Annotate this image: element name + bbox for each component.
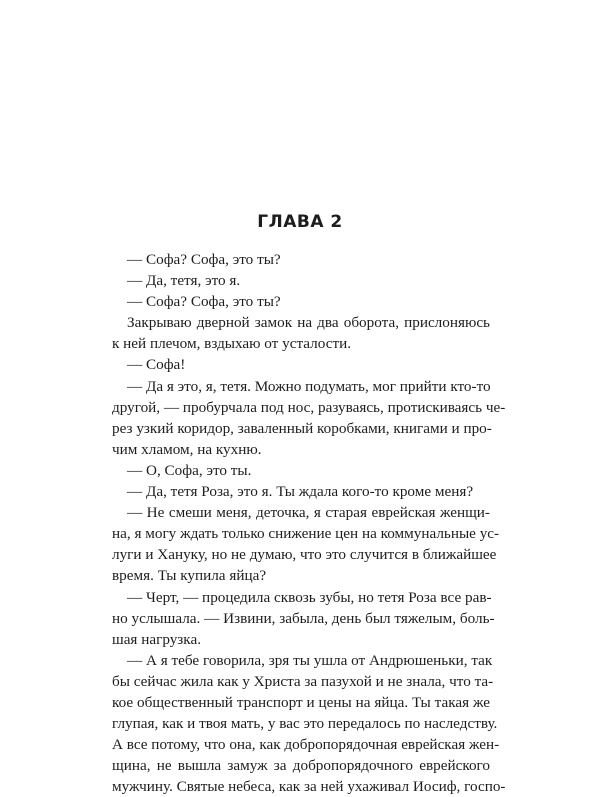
text-line: — О, Софа, это ты. <box>127 461 252 479</box>
text-line: — Не смеши меня, деточка, я старая еврейская женщи- <box>127 504 490 522</box>
text-line: мужчину. Святые небеса, как за ней ухаживал Иосиф, госпо- <box>112 778 506 796</box>
text-line: щина, не вышла замуж за добропорядочного еврейского <box>112 757 490 775</box>
text-line: Закрываю дверной замок на два оборота, прислоняюсь <box>127 314 490 332</box>
text-line: А все потому, что она, как добропорядочная еврейская жен- <box>112 736 500 754</box>
text-line: — Да, тетя, это я. <box>127 272 241 290</box>
text-line: бы сейчас жила как у Христа за пазухой и не знала, что та- <box>112 672 494 690</box>
text-line: кое общественный транспорт и цены на яйца. Ты такая же <box>112 693 490 711</box>
text-line: — Черт, — процедила сквозь зубы, но тетя Роза все рав- <box>127 588 492 606</box>
text-line: — Да я это, я, тетя. Можно подумать, мог прийти кто-то <box>127 377 491 395</box>
text-line: шая нагрузка. <box>112 630 201 648</box>
text-line: рез узкий коридор, заваленный коробками, книгами и про- <box>112 419 492 437</box>
text-line: — Да, тетя Роза, это я. Ты ждала кого-то кроме меня? <box>127 483 474 501</box>
chapter-body <box>112 249 506 797</box>
text-line: — Софа? Софа, это ты? <box>127 293 281 311</box>
text-line: — А я тебе говорила, зря ты ушла от Андрюшеньки, так <box>127 651 493 669</box>
text-line: — Софа! <box>127 356 186 374</box>
text-line: луги и Хануку, но не думаю, что это случится в ближайшее <box>112 546 497 564</box>
chapter-title: ГЛАВА 2 <box>257 212 343 232</box>
text-line: глупая, как и твоя мать, у вас это передалось по наследству. <box>112 715 498 733</box>
text-line: время. Ты купила яйца? <box>112 567 267 585</box>
text-line: — Софа? Софа, это ты? <box>127 251 281 268</box>
text-line: чим хламом, на кухню. <box>112 440 262 458</box>
text-line: на, я могу ждать только снижение цен на коммунальные ус- <box>112 525 500 543</box>
text-line: другой, — пробурчала под нос, разуваясь, протискиваясь че- <box>112 398 506 416</box>
text-line: но услышала. — Извини, забыла, день был тяжелым, боль- <box>112 609 495 627</box>
text-line: к ней плечом, вздыхаю от усталости. <box>112 335 352 353</box>
